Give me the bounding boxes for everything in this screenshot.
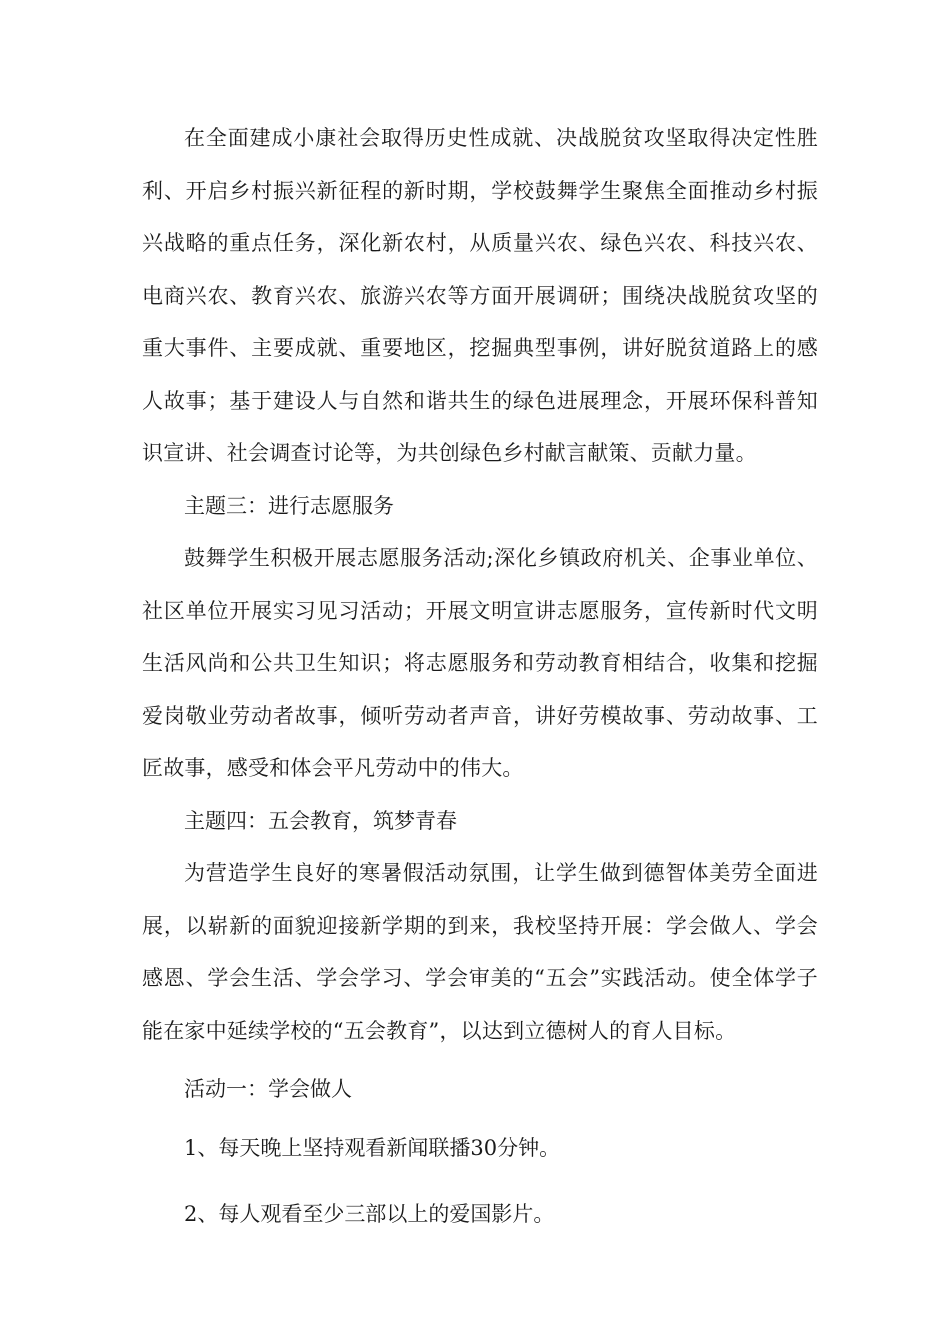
list-item-news: 1、每天晚上坚持观看新闻联播30分钟。 (184, 1135, 561, 1160)
paragraph-volunteer-service: 鼓舞学生积极开展志愿服务活动;深化乡镇政府机关、企事业单位、社区单位开展实习见习活动；开展文明宣讲志愿服务，宣传新时代文明生活风尚和公共卫生知识；将志愿服务和劳动教育相结合，收集和挖掘爱岗敬业劳动者故事，倾听劳动者声音，讲好劳模故事、劳动故事、工匠故事，感受和体会平凡劳动中的伟大。 (142, 546, 818, 780)
list-item-films: 2、每人观看至少三部以上的爱国影片。 (184, 1202, 555, 1226)
heading-theme-three: 主题三：进行志愿服务 (184, 493, 394, 518)
spacer (142, 1174, 818, 1188)
document-body (142, 112, 818, 1241)
paragraph-rural-revitalization: 在全面建成小康社会取得历史性成就、决战脱贫攻坚取得决定性胜利、开启乡村振兴新征程的新时期，学校鼓舞学生聚焦全面推动乡村振兴战略的重点任务，深化新农村，从质量兴农、绿色兴农、科技兴农、电商兴农、教育兴农、旅游兴农等方面开展调研；围绕决战脱贫攻坚的重大事件、主要成就、重要地区，挖掘典型事例，讲好脱贫道路上的感人故事；基于建设人与自然和谐共生的绿色进展理念，开展环保科普知识宣讲、社会调查讨论等，为共创绿色乡村献言献策、贡献力量。 (142, 126, 818, 465)
heading-theme-four: 主题四：五会教育，筑梦青春 (184, 808, 457, 833)
heading-activity-one: 活动一：学会做人 (184, 1077, 352, 1101)
paragraph-five-skills: 为营造学生良好的寒暑假活动氛围，让学生做到德智体美劳全面进展，以崭新的面貌迎接新学期的到来，我校坚持开展：学会做人、学会感恩、学会生活、学会学习、学会审美的“五会”实践活动。使全体学子能在家中延续学校的“五会教育”，以达到立德树人的育人目标。 (142, 861, 818, 1043)
